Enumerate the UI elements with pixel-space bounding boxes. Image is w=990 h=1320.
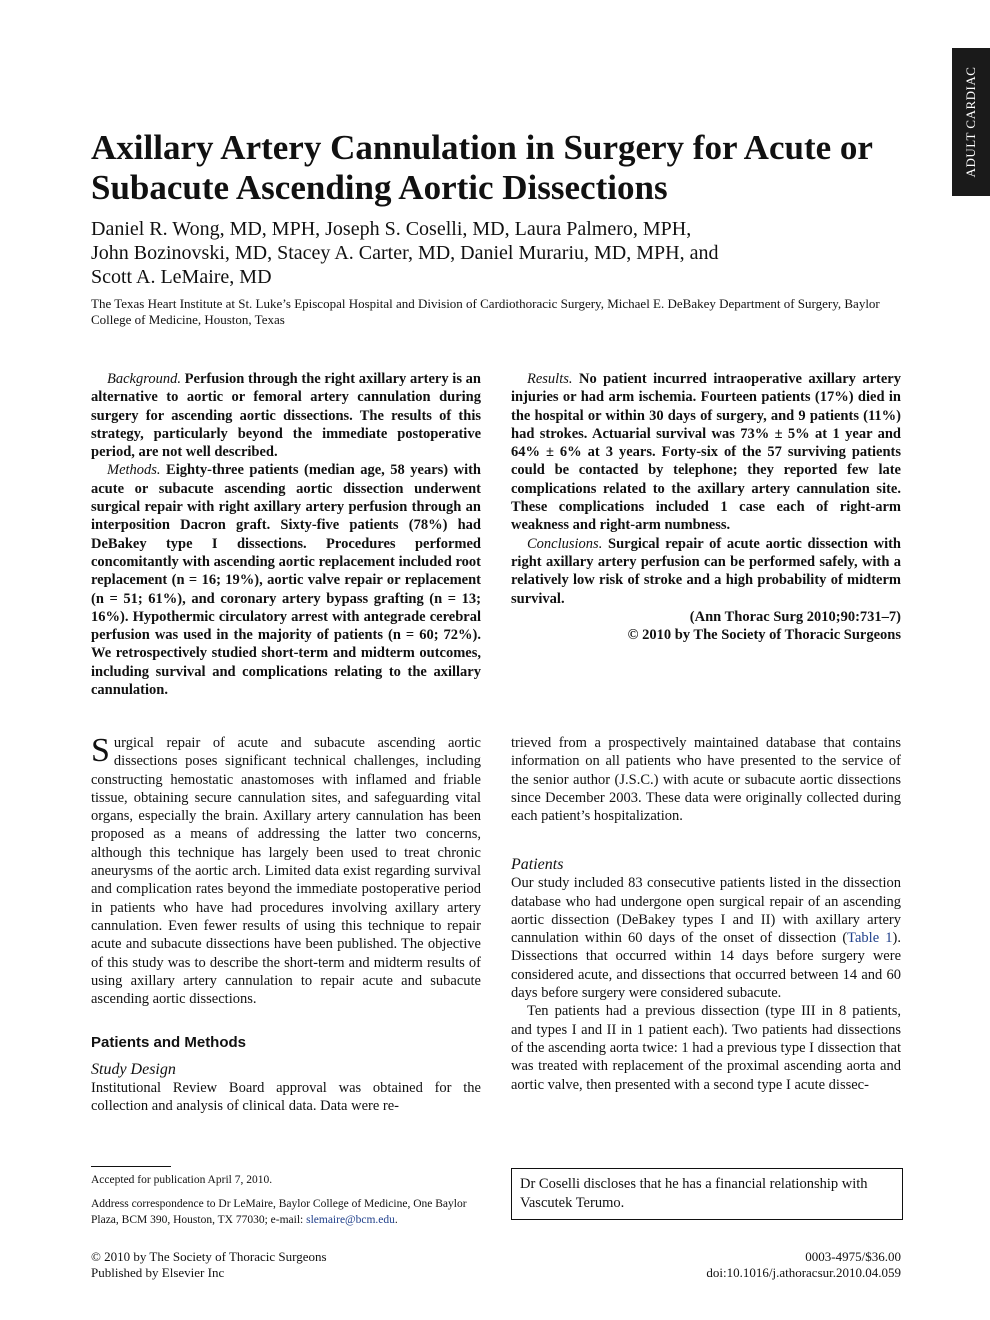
copyright-line: © 2010 by The Society of Thoracic Surgeons xyxy=(627,627,901,644)
footer-issn: 0003-4975/$36.00 xyxy=(805,1249,901,1264)
drop-cap: S xyxy=(91,732,110,769)
footnotes xyxy=(91,1172,481,1236)
abstract-background xyxy=(91,370,481,461)
section-heading: Patients and Methods xyxy=(91,1034,247,1052)
disclosure-box: Dr Coselli discloses that he has a financial relationship with Vascutek Terumo. xyxy=(511,1168,903,1220)
body-right-column xyxy=(511,734,901,1094)
results-text: No patient incurred intraoperative axillary artery injuries or had arm ischemia. Fourteen patients (17%) died in the hospital or within 30 days of surgery, and 9 patients (11%) had strokes. Actuarial survival was 73% ± 5% at 1 year and 64% ± 6% at 3 years. Forty-six of the 57 surviving patients could be contacted by telephone; they reported few late complications related to the axillary artery cannulation site. These complications included 1 case each of right-arm weakness and right-arm numbness. xyxy=(511,371,901,534)
abstract-results xyxy=(511,370,901,535)
footer-doi: doi:10.1016/j.athoracsur.2010.04.059 xyxy=(706,1265,901,1280)
study-design-continuation: trieved from a prospectively maintained database that contains information on all patients who have presented to the service of the senior author (J.S.C.) with acute or subacute aortic dissections since December 2003. These data were originally collected during each patient’s hospitalization. xyxy=(511,735,901,825)
conclusions-label: Conclusions. xyxy=(527,535,603,552)
table-1-link[interactable]: Table 1 xyxy=(847,930,893,947)
article-title: Axillary Artery Cannulation in Surgery for Acute or Subacute Ascending Aortic Dissections xyxy=(91,128,873,207)
methods-label: Methods. xyxy=(107,462,161,479)
subsection-heading-patients: Patients xyxy=(511,856,564,873)
abstract-conclusions xyxy=(511,535,901,608)
patients-text-1b: ). Dissections that occurred within 14 days before surgery were considered acute, and dissections that occurred between 14 and 60 days before surgery were considered subacute. xyxy=(511,930,901,1002)
footer-right xyxy=(640,1249,901,1281)
correspondence-end: . xyxy=(394,1214,398,1226)
conclusions-text: Surgical repair of acute aortic dissection with right axillary artery perfusion can be performed safely, with a relatively low risk of stroke and a high probability of midterm survival. xyxy=(511,535,901,607)
subsection-heading-study-design: Study Design xyxy=(91,1060,176,1078)
intro-text: urgical repair of acute and subacute ascending aortic dissections poses significant technical challenges, including constructing hemostatic anastomoses with inflamed and friable tissue, obtaining secure cannulation sites, and safeguarding vital organs, especially the brain. Axillary artery cannulation has been proposed as a means of addressing the latter two concerns, although this technique has largely been used to treat chronic aneurysms of the aortic arch. Limited data exist regarding survival and complication rates beyond the immediate postoperative period in patients who have had procedures involving axillary artery cannulation. Even fewer results of using this technique to repair acute and subacute dissections have been published. The objective of this study was to describe the short-term and midterm results of using axillary artery cannulation to repair acute and subacute ascending aortic dissections. xyxy=(91,735,481,1008)
author-list: Daniel R. Wong, MD, MPH, Joseph S. Coselli, MD, Laura Palmero, MPH, John Bozinovski, MD, Stacey A. Carter, MD, Daniel Murariu, MD, MPH, and Scott A. LeMaire, MD xyxy=(91,218,719,288)
section-tab-label: ADULT CARDIAC xyxy=(963,66,978,178)
footer-copyright: © 2010 by The Society of Thoracic Surgeons xyxy=(91,1249,327,1264)
abstract-methods xyxy=(91,461,481,699)
patients-paragraph-2: Ten patients had a previous dissection (type III in 8 patients, and types I and II in 1 patient each). Two patients had dissections of the ascending aorta twice: 1 had a previous type I dissection that was treated with replacement of the proximal ascending aorta and aortic valve, then presented with a second type I acute dissec- xyxy=(511,1003,901,1093)
correspondence-note xyxy=(91,1196,481,1228)
body-left-column xyxy=(91,734,481,1116)
email-link[interactable]: slemaire@bcm.edu xyxy=(306,1214,395,1226)
footer-publisher: Published by Elsevier Inc xyxy=(91,1265,225,1280)
section-tab xyxy=(952,48,990,196)
abstract-left-column xyxy=(91,370,481,699)
background-label: Background. xyxy=(107,371,181,387)
patients-text-1a: Our study included 83 consecutive patients listed in the dissection database who had undergone open surgical repair of an ascending aortic dissection (DeBakey types I and II) with axillary artery cannulation within 60 days of the onset of dissection ( xyxy=(511,875,901,947)
background-text: Perfusion through the right axillary artery is an alternative to aortic or femoral artery cannulation during surgery for ascending aortic dissections. The results of this strategy, particularly beyond the immediate postoperative period, are not well described. xyxy=(91,371,481,461)
citation: (Ann Thorac Surg 2010;90:731–7) xyxy=(689,608,901,625)
intro-paragraph xyxy=(91,734,481,1008)
affiliation: The Texas Heart Institute at St. Luke’s Episcopal Hospital and Division of Cardiothoracic Surgery, Michael E. DeBakey Department of Surgery, Baylor College of Medicine, Houston, Texas xyxy=(91,296,880,327)
patients-paragraph-1 xyxy=(511,874,901,1002)
study-design-text: Institutional Review Board approval was obtained for the collection and analysis of clinical data. Data were re- xyxy=(91,1080,481,1115)
footnote-divider xyxy=(91,1166,171,1167)
methods-text: Eighty-three patients (median age, 58 years) with acute or subacute ascending aortic dissection underwent surgical repair with right axillary artery perfusion through an interposition Dacron graft. Sixty-five patients (78%) had DeBakey type I dissections. Procedures performed concomitantly with ascending aortic replacement included root replacement (n = 16; 19%), aortic valve repair or replacement (n = 51; 61%), and coronary artery bypass grafting (n = 13; 16%). Hypothermic circulatory arrest with antegrade cerebral perfusion was used in the majority of patients (n = 60; 72%). We retrospectively studied short-term and midterm outcomes, including survival and complications relating to the axillary cannulation. xyxy=(91,462,481,699)
footer-left xyxy=(91,1249,327,1281)
accepted-note: Accepted for publication April 7, 2010. xyxy=(91,1174,273,1186)
correspondence-text: Address correspondence to Dr LeMaire, Baylor College of Medicine, One Baylor Plaza, BCM 390, Houston, TX 77030; e-mail: xyxy=(91,1198,467,1226)
abstract-right-column xyxy=(511,370,901,644)
results-label: Results. xyxy=(527,371,573,387)
